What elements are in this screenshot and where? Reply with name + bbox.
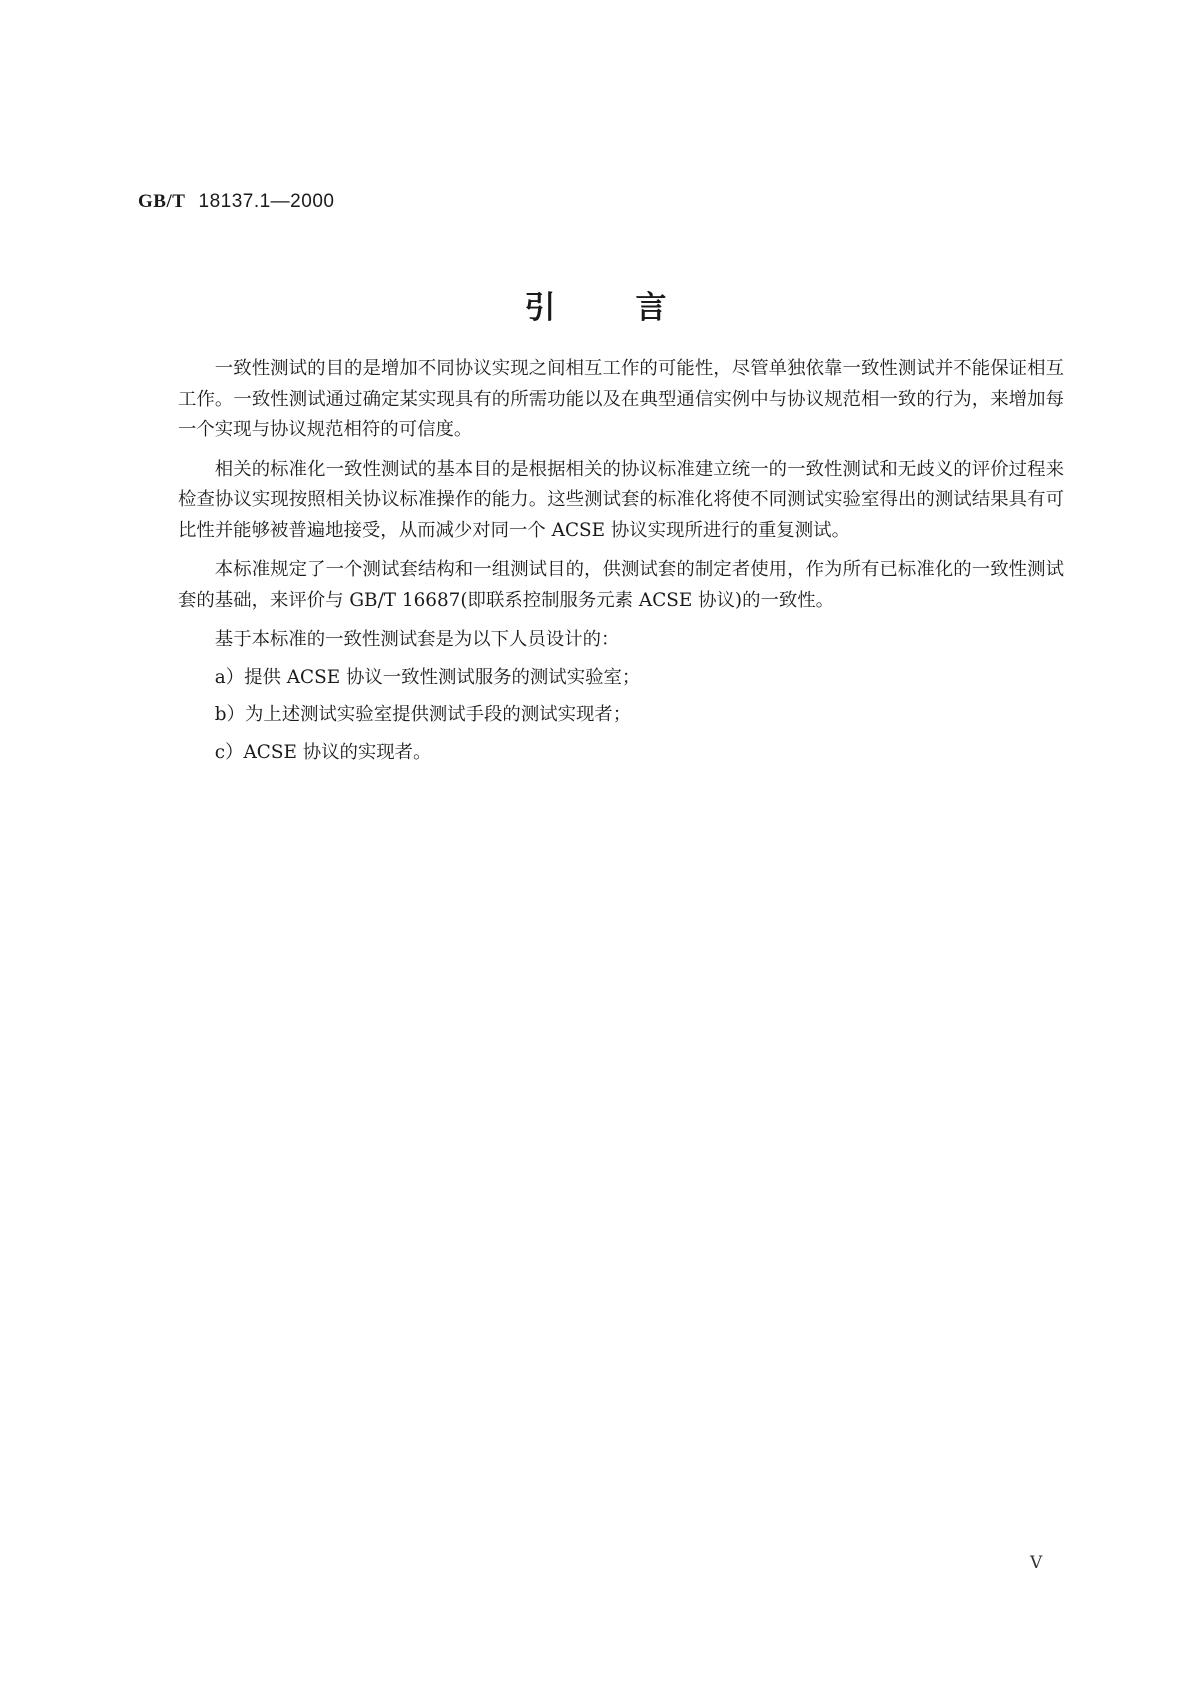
page-number: V bbox=[1030, 1553, 1043, 1573]
page-title: 引言 bbox=[524, 290, 747, 326]
introduction-body bbox=[178, 354, 1064, 775]
standard-code: 18137.1—2000 bbox=[198, 191, 335, 212]
list-item: a）提供 ACSE 协议一致性测试服务的测试实验室； bbox=[214, 666, 641, 688]
list-item: b）为上述测试实验室提供测试手段的测试实现者； bbox=[214, 704, 632, 725]
list-item: c）ACSE 协议的实现者。 bbox=[214, 741, 432, 763]
paragraph: 一致性测试的目的是增加不同协议实现之间相互工作的可能性，尽管单独依靠一致性测试并不能保证相互工作。一致性测试通过确定某实现具有的所需功能以及在典型通信实例中与协议规范相一致的行为，来增加每一个实现与协议规范相符的可信度。 bbox=[178, 358, 1064, 440]
paragraph: 本标准规定了一个测试套结构和一组测试目的，供测试套的制定者使用，作为所有已标准化的一致性测试套的基础，来评价与 GB/T 16687(即联系控制服务元素 ACSE 协议)的一致性。 bbox=[178, 559, 1064, 611]
paragraph: 相关的标准化一致性测试的基本目的是根据相关的协议标准建立统一的一致性测试和无歧义的评价过程来检查协议实现按照相关协议标准操作的能力。这些测试套的标准化将使不同测试实验室得出的测试结果具有可比性并能够被普遍地接受，从而减少对同一个 ACSE 协议实现所进行的重复测试。 bbox=[178, 458, 1064, 541]
standard-prefix: GB/T bbox=[138, 191, 186, 212]
standard-number bbox=[138, 190, 334, 213]
paragraph: 基于本标准的一致性测试套是为以下人员设计的： bbox=[214, 629, 620, 650]
